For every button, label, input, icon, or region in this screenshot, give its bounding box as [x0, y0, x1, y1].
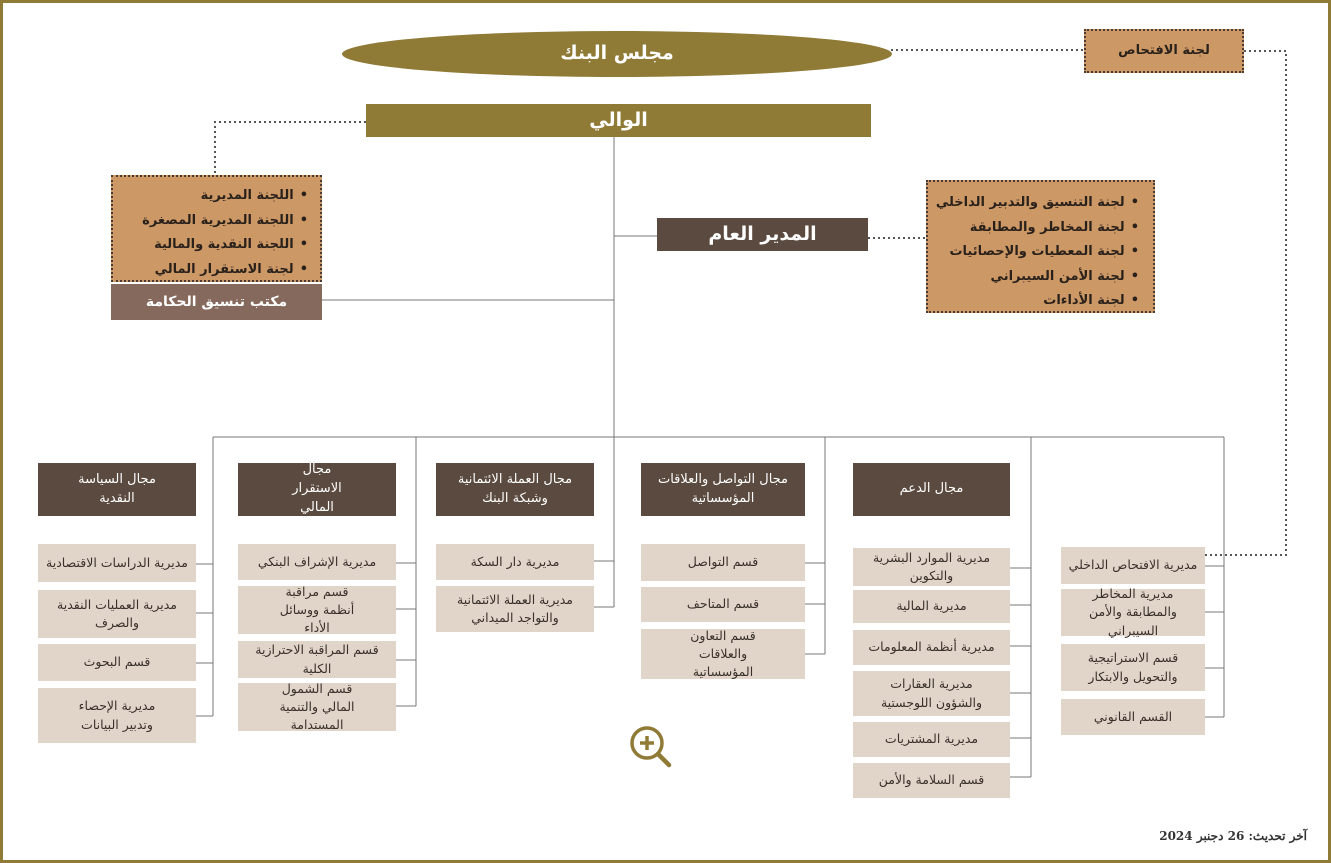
zoom-in-icon[interactable] [629, 725, 673, 769]
committee-item[interactable]: • اللجنة المديرية المصغرة [113, 209, 308, 234]
domain-support-header[interactable]: مجال الدعم [853, 463, 1010, 516]
unit-box[interactable]: مديرية الإشراف البنكي [238, 544, 396, 580]
left-committees-box [111, 175, 322, 282]
governance-office-box[interactable]: مكتب تنسيق الحكامة [111, 284, 322, 320]
committee-item[interactable]: • لجنة الاستقرار المالي [113, 258, 308, 283]
domain-currency-header[interactable]: مجال العملة الائتمانية وشبكة البنك [436, 463, 594, 516]
right-committees-box [926, 180, 1155, 313]
committee-item[interactable]: • لجنة الأداءات [928, 289, 1139, 314]
domain-monetary-header[interactable]: مجال السياسة النقدية [38, 463, 196, 516]
governor-box[interactable]: الوالي [366, 104, 871, 137]
unit-box[interactable]: مديرية المشتريات [853, 722, 1010, 757]
board-ellipse[interactable]: مجلس البنك [342, 31, 892, 77]
committee-item[interactable]: • لجنة الأمن السيبراني [928, 265, 1139, 290]
unit-box[interactable]: قسم الشمول المالي والتنمية المستدامة [238, 683, 396, 731]
unit-box[interactable]: مديرية العمليات النقدية والصرف [38, 590, 196, 638]
unit-box[interactable]: قسم مراقبة أنظمة ووسائل الأداء [238, 586, 396, 634]
last-update-text: آخر تحديث: 26 دجنبر 2024 [1159, 829, 1307, 843]
unit-box[interactable]: قسم التعاون والعلاقات المؤسساتية [641, 629, 805, 679]
domain-stability-header[interactable]: مجال الاستقرار المالي [238, 463, 396, 516]
unit-box[interactable]: مديرية المخاطر والمطابقة والأمن السيبراني [1061, 589, 1205, 636]
committee-item[interactable]: • لجنة التنسيق والتدبير الداخلي [928, 191, 1139, 216]
committee-item[interactable]: • اللجنة المديرية [113, 184, 308, 209]
unit-box[interactable]: مديرية العملة الائتمانية والتواجد الميداني [436, 586, 594, 632]
unit-box[interactable]: مديرية الإحصاء وتدبير البيانات [38, 688, 196, 743]
unit-box[interactable]: قسم الاستراتيجية والتحويل والابتكار [1061, 644, 1205, 691]
domain-communication-header[interactable]: مجال التواصل والعلاقات المؤسساتية [641, 463, 805, 516]
committee-item[interactable]: • اللجنة النقدية والمالية [113, 233, 308, 258]
unit-box[interactable]: القسم القانوني [1061, 699, 1205, 735]
unit-box[interactable]: قسم المتاحف [641, 587, 805, 622]
unit-box[interactable]: مديرية المالية [853, 590, 1010, 623]
unit-box[interactable]: مديرية أنظمة المعلومات [853, 630, 1010, 665]
unit-box[interactable]: مديرية الدراسات الاقتصادية [38, 544, 196, 582]
unit-box[interactable]: قسم المراقبة الاحترازية الكلية [238, 641, 396, 678]
unit-box[interactable]: مديرية دار السكة [436, 544, 594, 580]
committee-item[interactable]: • لجنة المخاطر والمطابقة [928, 216, 1139, 241]
unit-box[interactable]: قسم السلامة والأمن [853, 763, 1010, 798]
unit-box[interactable]: مديرية الافتحاص الداخلي [1061, 547, 1205, 584]
committee-item[interactable]: • لجنة المعطيات والإحصائيات [928, 240, 1139, 265]
general-director-box[interactable]: المدير العام [657, 218, 868, 251]
unit-box[interactable]: مديرية الموارد البشرية والتكوين [853, 548, 1010, 586]
unit-box[interactable]: مديرية العقارات والشؤون اللوجستية [853, 671, 1010, 716]
unit-box[interactable]: قسم البحوث [38, 644, 196, 681]
audit-committee-box[interactable]: لجنة الافتحاص [1084, 29, 1244, 73]
unit-box[interactable]: قسم التواصل [641, 544, 805, 581]
